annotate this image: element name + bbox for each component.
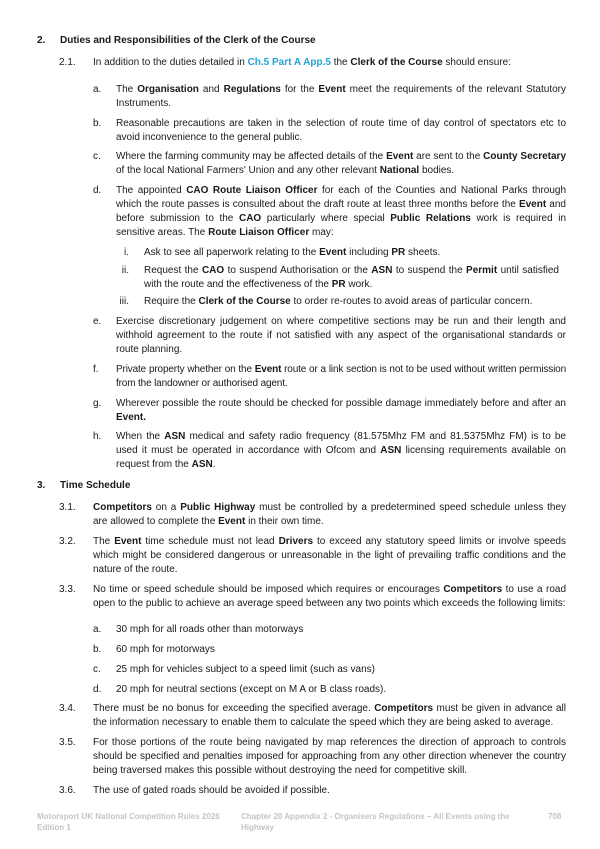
footer-publication: Motorsport UK National Competition Rules 2026 Edition 1 xyxy=(37,812,220,832)
section-2-title: Duties and Responsibilities of the Clerk of the Course xyxy=(60,35,316,46)
page-number: 708 xyxy=(548,812,562,821)
section-3-number: 3. xyxy=(37,480,46,491)
footer-chapter: Chapter 20 Appendix 2 - Organisers Regulations – All Events using the Highway xyxy=(241,812,510,832)
document-page: 2. Duties and Responsibilities of the Clerk of the Course 2.1. In addition to the duties detailed in Ch.5 Part A App.5 the Clerk of the Course should ensure: a. The Organisation and Regulations for the Event meet the requirements of the relevant Statutory Instruments. b. Reasonable precautions are taken in the selection of route time of day control of spectators etc to avoid inconvenience to the general public. c. Where the farming community may be affected details of the Event are sent to the County Secretary of the local National Farmers' Union and any other relevant National bodies. d. The appointed CAO Route Liaison Officer for each of the Counties and National Parks through which the route passes is consulted about the draft route at least three months before the Event and before submission to the CAO particularly where special Public Relations work is required in sensitive areas. The Route Liaison Officer may: i. Ask to see all paperwork relating to the Event including PR sheets. ii. Request the CAO to suspend Authorisation or the ASN to suspend the Permit until satisfied with the route and the effectiveness of the PR work. iii. Require the Clerk of the Course to order re-routes to avoid areas of particular concern. e. Exercise discretionary judgement on where competitive sections may be run and their length and withhold agreement to the route if not satisfied with any aspect of the organisational standards or route planning. f. Private property whether on the Event route or a link section is not to be used without written permission from the landowner or authorised agent. g. Wherever possible the route should be checked for possible damage immediately before and after an Event. h. When the ASN medical and safety radio frequency (81.575Mhz FM and 81.5375Mhz FM) is to be used it must be operated in accordance with Ofcom and ASN licensing requirements available on request from the ASN. 3. Time Schedule 3.1. Competitors on a Public Highway must be controlled by a predetermined speed schedule unless they are allowed to complete the Event in their own time. 3.2. The Event time schedule must not lead Drivers to exceed any statutory speed limits or involve speeds which might be considered dangerous or unreasonable in the light of prevailing traffic conditions and the nature of the route. 3.3. No time or speed schedule should be imposed which requires or encourages Competitors to use a road open to the public to achieve an average speed between any two points which exceeds the following limits: a. 30 mph for all roads other than motorways b. 60 mph for motorways c. 25 mph for vehicles subject to a speed limit (such as vans) d. 20 mph for neutral sections (except on M A or B class roads). 3.4. There must be no bonus for exceeding the specified average. Competitors must be given in advance all the information necessary to enable them to calculate the speed which they are being asked to average. 3.5. For those portions of the route being navigated by map references the direction of approach to controls should be specified and penalties imposed for approaching from any other direction whenever the country being traversed makes this possible without destroying the need for competitive skill. 3.6. The use of gated roads should be avoided if possible. Motorsport UK National Competition Rules 2026 Edition 1 Chapter 20 Appendix 2 - Organisers Regulations – All Events using the Highway 708 xyxy=(37,35,567,832)
section-2-number: 2. xyxy=(37,35,46,46)
section-3-title: Time Schedule xyxy=(60,480,131,491)
chapter-reference-link[interactable]: Ch.5 Part A App.5 xyxy=(247,57,331,68)
